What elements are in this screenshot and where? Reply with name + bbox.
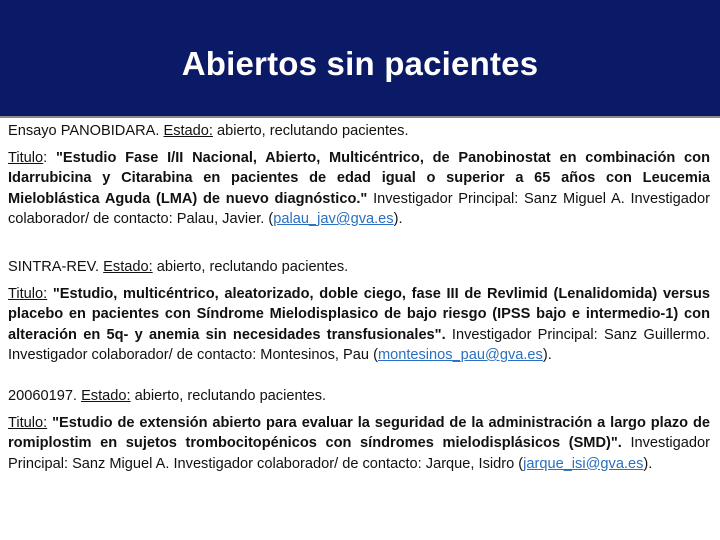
trial-description [8,284,710,366]
title-colon: : [43,149,48,166]
status-label: Estado: [103,259,153,275]
title-label: Titulo [8,149,44,166]
trial-code: 20060197. [8,388,77,404]
status-label: Estado: [81,388,131,404]
investigator-info: Investigador Principal: Sanz Miguel A. Investigador colaborador/ de contacto: Palau, Javier. ( [8,190,710,227]
slide-header [0,0,720,118]
title-label: Titulo: [8,414,48,431]
investigator-info: Investigador Principal: Sanz Guillermo. Investigador colaborador/ de contacto: Montesinos, Pau ( [8,326,710,363]
slide-body [0,118,720,540]
closing-punctuation: ). [542,347,552,363]
status-value: abierto, reclutando pacientes. [134,388,327,404]
status-value: abierto, reclutando pacientes. [217,123,409,139]
closing-punctuation: ). [643,455,653,472]
trial-code: SINTRA-REV. [8,259,100,275]
trial-entry-20060197 [8,386,710,474]
trial-entry-sintra-rev [8,257,710,366]
title-label: Titulo: [8,285,48,302]
trial-header [8,257,710,278]
slide-title: Abiertos sin pacientes [181,45,539,82]
contact-email-link[interactable]: jarque_isi@gva.es [523,455,644,472]
status-value: abierto, reclutando pacientes. [156,259,349,275]
contact-email-link[interactable]: palau_jav@gva.es [273,211,394,227]
trial-description [8,148,710,230]
status-label: Estado: [163,123,213,139]
trial-header [8,386,710,407]
investigator-info: Investigador Principal: Sanz Miguel A. Investigador colaborador/ de contacto: Jarque, Isidro ( [8,435,710,472]
trial-description [8,413,710,475]
trial-title: "Estudio de extensión abierto para evaluar la seguridad de la administración a largo plazo de romiplostim en sujetos trombocitopénicos con síndromes mielodisplásicos (SMD)". [8,414,710,451]
trial-title: "Estudio Fase I/II Nacional, Abierto, Multicéntrico, de Panobinostat en combinación con Idarrubicina y Citarabina en pacientes de edad igual o superior a 65 años con Leucemia Mieloblástica Aguda (LMA) de nuevo diagnóstico." [8,149,710,207]
closing-punctuation: ). [393,211,403,227]
trial-code: Ensayo PANOBIDARA. [8,123,160,139]
contact-email-link[interactable]: montesinos_pau@gva.es [377,347,543,363]
trial-entry-panobidara [8,121,710,230]
trial-header [8,121,710,142]
trial-title: "Estudio, multicéntrico, aleatorizado, doble ciego, fase III de Revlimid (Lenalidomida) versus placebo en pacientes con Síndrome Mielodisplasico de bajo riesgo (IPSS bajo e intermedio-1) con alteración en 5q- y anemia sin necesidades transfusionales". [8,285,711,343]
